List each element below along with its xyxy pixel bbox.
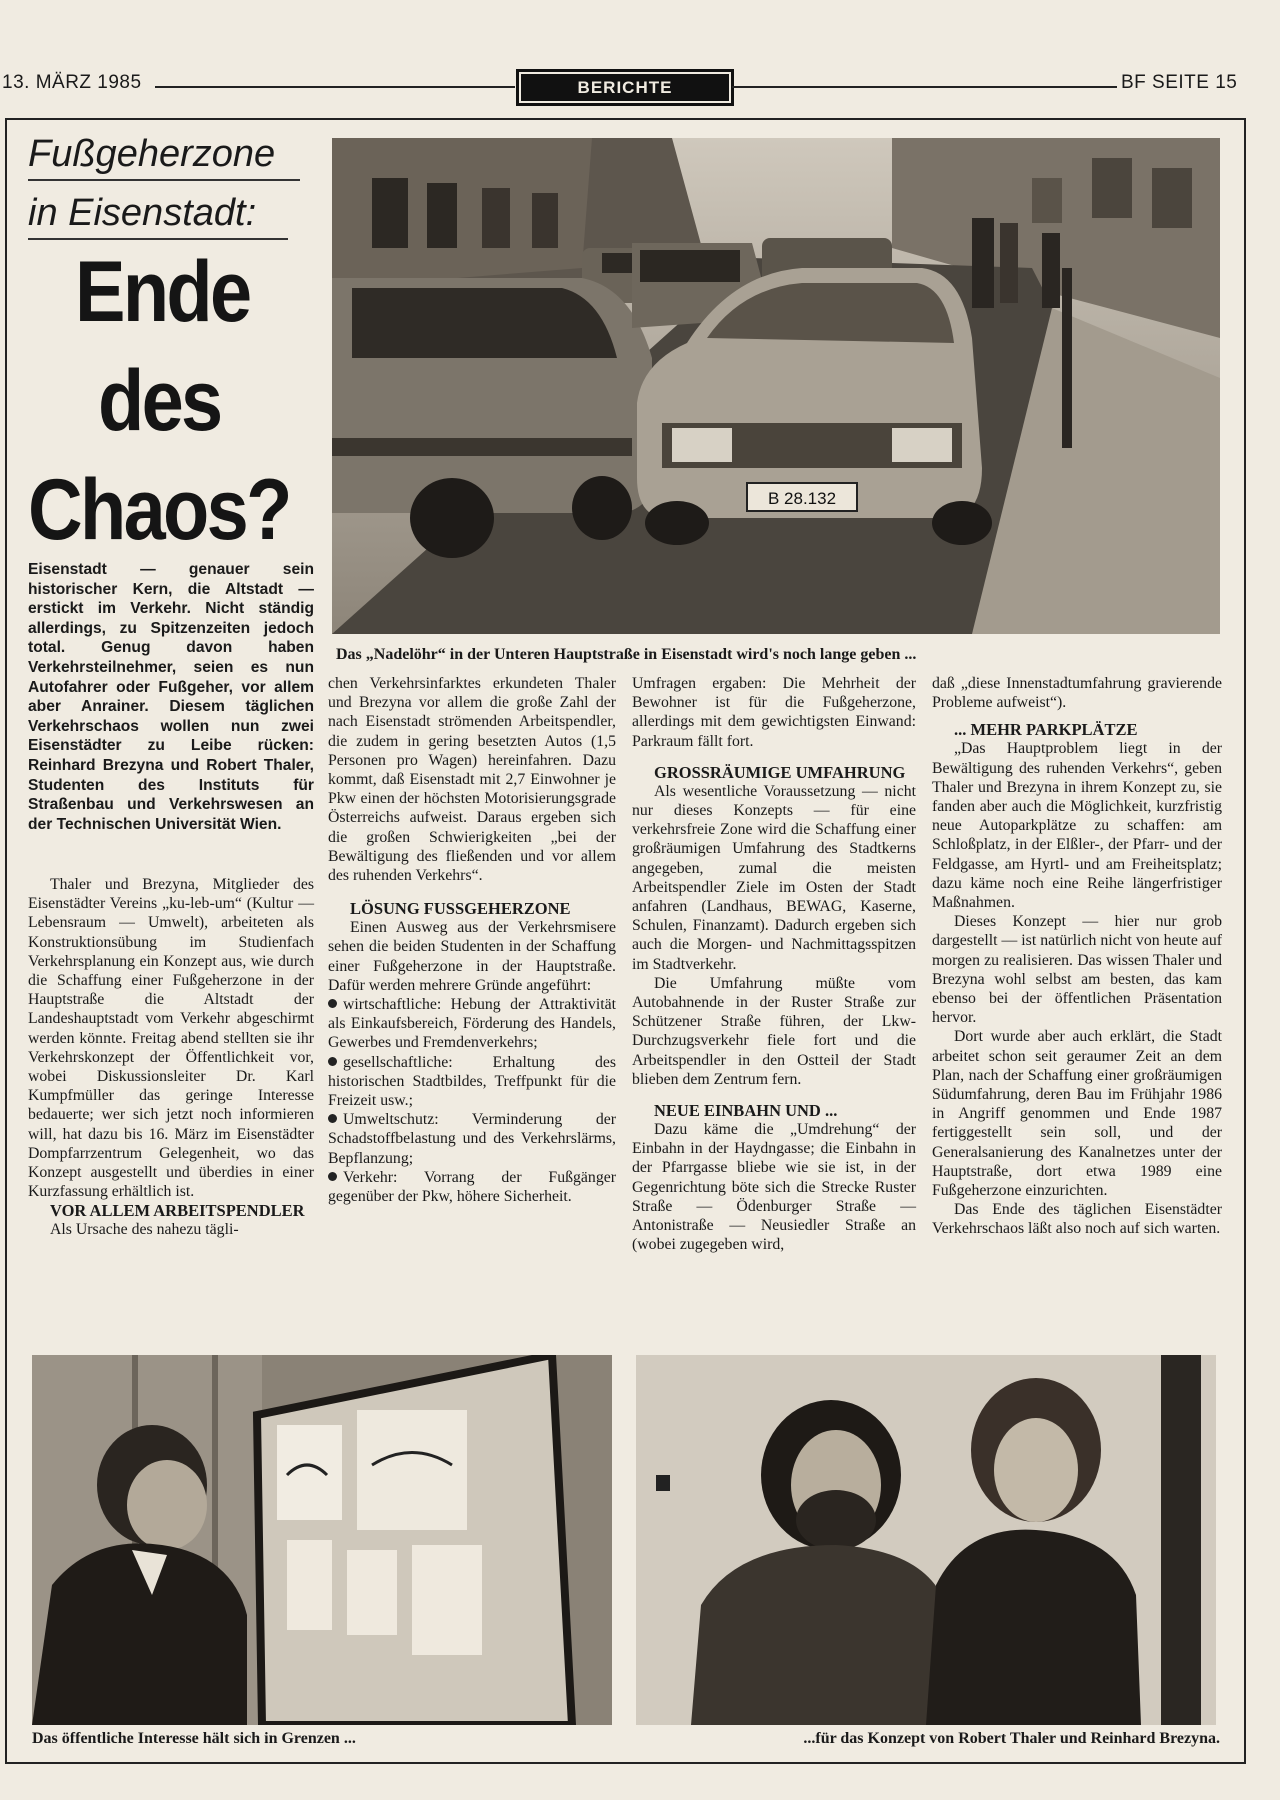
col4-subheading: ... MEHR PARKPLÄTZE	[954, 720, 1138, 740]
column-3	[632, 674, 916, 1254]
col4-paragraph-3: Dieses Konzept — hier nur grob dargestellt — ist natürlich nicht von heute auf morgen zu realisieren. Das wissen Thaler und Brezyna wohl selbst am besten, das kam ebenso bei der öffentlichen Präsentation hervor.	[932, 913, 1222, 1027]
issue-date: 13. MÄRZ 1985	[2, 72, 142, 93]
kicker-rule-1	[28, 179, 300, 181]
headline-line-3: Chaos?	[28, 462, 290, 558]
bullet-dot-icon	[328, 1057, 337, 1066]
header-rule-right	[732, 86, 1117, 88]
kicker-line-2: in Eisenstadt:	[28, 192, 257, 234]
bullet-dot-icon	[328, 1114, 337, 1123]
bullet-item: Umweltschutz: Verminderung der Schadstoffbelastung und des Verkehrslärms, Bepflanzung;	[328, 1111, 616, 1167]
col1-paragraph-1: Thaler und Brezyna, Mitglieder des Eisenstädter Vereins „ku-leb-um“ (Kultur — Lebensraum — Umwelt), arbeiteten als Konstruktionsübung im Studienfach Verkehrsplanung ein Konzept aus, wie durch die Schaffung einer Fußgeherzone in der Hauptstraße die Altstadt der Landeshauptstadt vom Verkehr abgeschirmt werden könnte. Freitag abend stellten sie ihr Verkehrskonzept der Öffentlichkeit vor, wobei Diskussionsleiter Dr. Karl Kumpfmüller das geringe Interesse bedauerte; wer sich jetzt noch informieren will, hat dazu bis 16. März im Eisenstädter Dompfarrzentrum Gelegenheit, wo das Konzept ausgestellt und überdies in einer Kurzfassung erhältlich ist.	[28, 876, 314, 1201]
presentation-illustration	[32, 1355, 612, 1725]
section-label: BERICHTE	[516, 69, 734, 106]
col3-paragraph-3: Die Umfahrung müßte vom Autobahnende in der Ruster Straße zur Schützener Straße führen, der Lkw-Durchzugsverkehr fiele fort und die Arbeitspendler in den Ostteil der Stadt blieben dem Zentrum fern.	[632, 974, 916, 1088]
page-number: BF SEITE 15	[1121, 72, 1238, 93]
students-illustration	[636, 1355, 1216, 1725]
bullet-item: wirtschaftliche: Hebung der Attraktivität als Einkaufsbereich, Förderung des Handels, Gewerbes und Fremdenverkehrs;	[328, 996, 616, 1052]
photo-caption-top: Das „Nadelöhr“ in der Unteren Hauptstraße in Eisenstadt wird's noch lange geben ...	[336, 646, 917, 663]
col4-paragraph-2: „Das Hauptproblem liegt in der Bewältigung des ruhenden Verkehrs“, geben Thaler und Brezyna in ihrem Konzept zu, sie fanden aber auch die Möglichkeit, kurzfristig neue Autoparkplätze zu schaffen: am Schloßplatz, in der Elßler-, der Pfarr- und der Feldgasse, am Hyrtl- und am Freiheitsplatz; dazu käme noch eine Reihe längerfristiger Maßnahmen.	[932, 740, 1222, 912]
col3-subheading-2: NEUE EINBAHN UND ...	[654, 1101, 838, 1121]
col3-paragraph-4: Dazu käme die „Umdrehung“ der Einbahn in der Haydngasse; die Einbahn in der Pfarrgasse bliebe wie sie ist, in der Gegenrichtung böte sich die Strecke Ruster Straße — Ödenburger Straße — Antonistraße — Neusiedler Straße an (wobei zugegeben wird,	[632, 1121, 916, 1254]
column-1	[28, 875, 314, 1240]
bullet-item: gesellschaftliche: Erhaltung des historischen Stadtbildes, Treffpunkt für die Freizeit usw.;	[328, 1053, 616, 1110]
headline-line-2: des	[98, 353, 221, 449]
headline-line-1: Ende	[75, 244, 250, 340]
kicker-rule-2	[28, 238, 288, 240]
bullet-dot-icon	[328, 999, 337, 1008]
col2-subheading: LÖSUNG FUSSGEHERZONE	[350, 899, 571, 919]
students-photo	[636, 1355, 1216, 1725]
lead-paragraph: Eisenstadt — genauer sein historischer Kern, die Altstadt — erstickt im Verkehr. Nicht ständig allerdings, zu Spitzenzeiten jedoch total. Genug davon haben Verkehrsteilnehmer, seien es nun Autofahrer oder Fußgeher, vor allem aber Anrainer. Diesem täglichen Verkehrschaos wollen nun zwei Eisenstädter zu Leibe rücken: Reinhard Brezyna und Robert Thaler, Studenten des Instituts für Straßenbau und Verkehrswesen an der Technischen Universität Wien.	[28, 561, 314, 833]
photo-caption-bottom-right: ...für das Konzept von Robert Thaler und Reinhard Brezyna.	[803, 1730, 1220, 1747]
presentation-photo	[32, 1355, 612, 1725]
col1-subheading: VOR ALLEM ARBEITSPENDLER	[50, 1201, 305, 1221]
license-plate: B 28.132	[767, 489, 837, 508]
col3-subheading-1: GROSSRÄUMIGE UMFAHRUNG	[654, 762, 906, 782]
bullet-dot-icon	[328, 1172, 337, 1181]
col3-paragraph-2: Als wesentliche Voraussetzung — nicht nur dieses Konzepts — für eine verkehrsfreie Zone wird die Schaffung einer großräumigen Umfahrung des Stadtkerns angegeben, zumal die meisten Arbeitspendler Ziele im Osten der Stadt anfahren (Landhaus, BEWAG, Kaserne, Schulen, Finanzamt). Dadurch ergeben sich auch die Morgen- und Nachmittagsspitzen im Stadtverkehr.	[632, 782, 916, 973]
col1-paragraph-2: Als Ursache des nahezu tägli-	[50, 1221, 239, 1239]
header-rule-left	[155, 86, 515, 88]
col3-paragraph-1: Umfragen ergaben: Die Mehrheit der Bewohner ist für die Fußgeherzone, allerdings mit dem gewichtigsten Einwand: Parkraum fällt fort.	[632, 675, 916, 750]
kicker-line-1: Fußgeherzone	[28, 133, 276, 175]
col2-paragraph-2: Einen Ausweg aus der Verkehrsmisere sehen die beiden Studenten in der Schaffung einer Fußgeherzone in der Hauptstraße. Dafür werden mehrere Gründe angeführt:	[328, 919, 616, 994]
bullet-item: Verkehr: Vorrang der Fußgänger gegenüber der Pkw, höhere Sicherheit.	[328, 1168, 616, 1206]
photo-caption-bottom-left: Das öffentliche Interesse hält sich in Grenzen ...	[32, 1730, 356, 1747]
column-4	[932, 674, 1222, 1239]
col4-paragraph-4: Dort wurde aber auch erklärt, die Stadt arbeitet schon seit geraumer Zeit an dem Plan, nach der Schaffung einer großräumigen Südumfahrung, deren Bau im Frühjahr 1986 in Angriff genommen und Ende 1987 fertiggestellt sein soll, und der Generalsanierung des Kanalnetzes unter der Hauptstraße, dort etwa 1989 eine Fußgeherzone einzurichten.	[932, 1028, 1222, 1200]
col2-paragraph-1: chen Verkehrsinfarktes erkundeten Thaler und Brezyna vor allem die große Zahl der nach Eisenstadt strömenden Arbeitspendler, die zudem in gering besetzten Autos (1,5 Personen pro Wagen) hereinfahren. Dazu kommt, daß Eisenstadt mit 2,7 Einwohner je Pkw einen der höchsten Motorisierungsgrade Österreichs aufweist. Daraus ergeben sich die großen Schwierigkeiten „bei der Bewältigung des fließenden und vor allem des ruhenden Verkehrs“.	[328, 675, 616, 885]
street-traffic-illustration	[332, 138, 1220, 634]
street-traffic-photo	[332, 138, 1220, 634]
col4-paragraph-1: daß „diese Innenstadtumfahrung gravierende Probleme aufweist“).	[932, 675, 1222, 712]
column-2	[328, 674, 616, 1206]
col4-paragraph-5: Das Ende des täglichen Eisenstädter Verkehrschaos läßt also noch auf sich warten.	[932, 1201, 1222, 1238]
